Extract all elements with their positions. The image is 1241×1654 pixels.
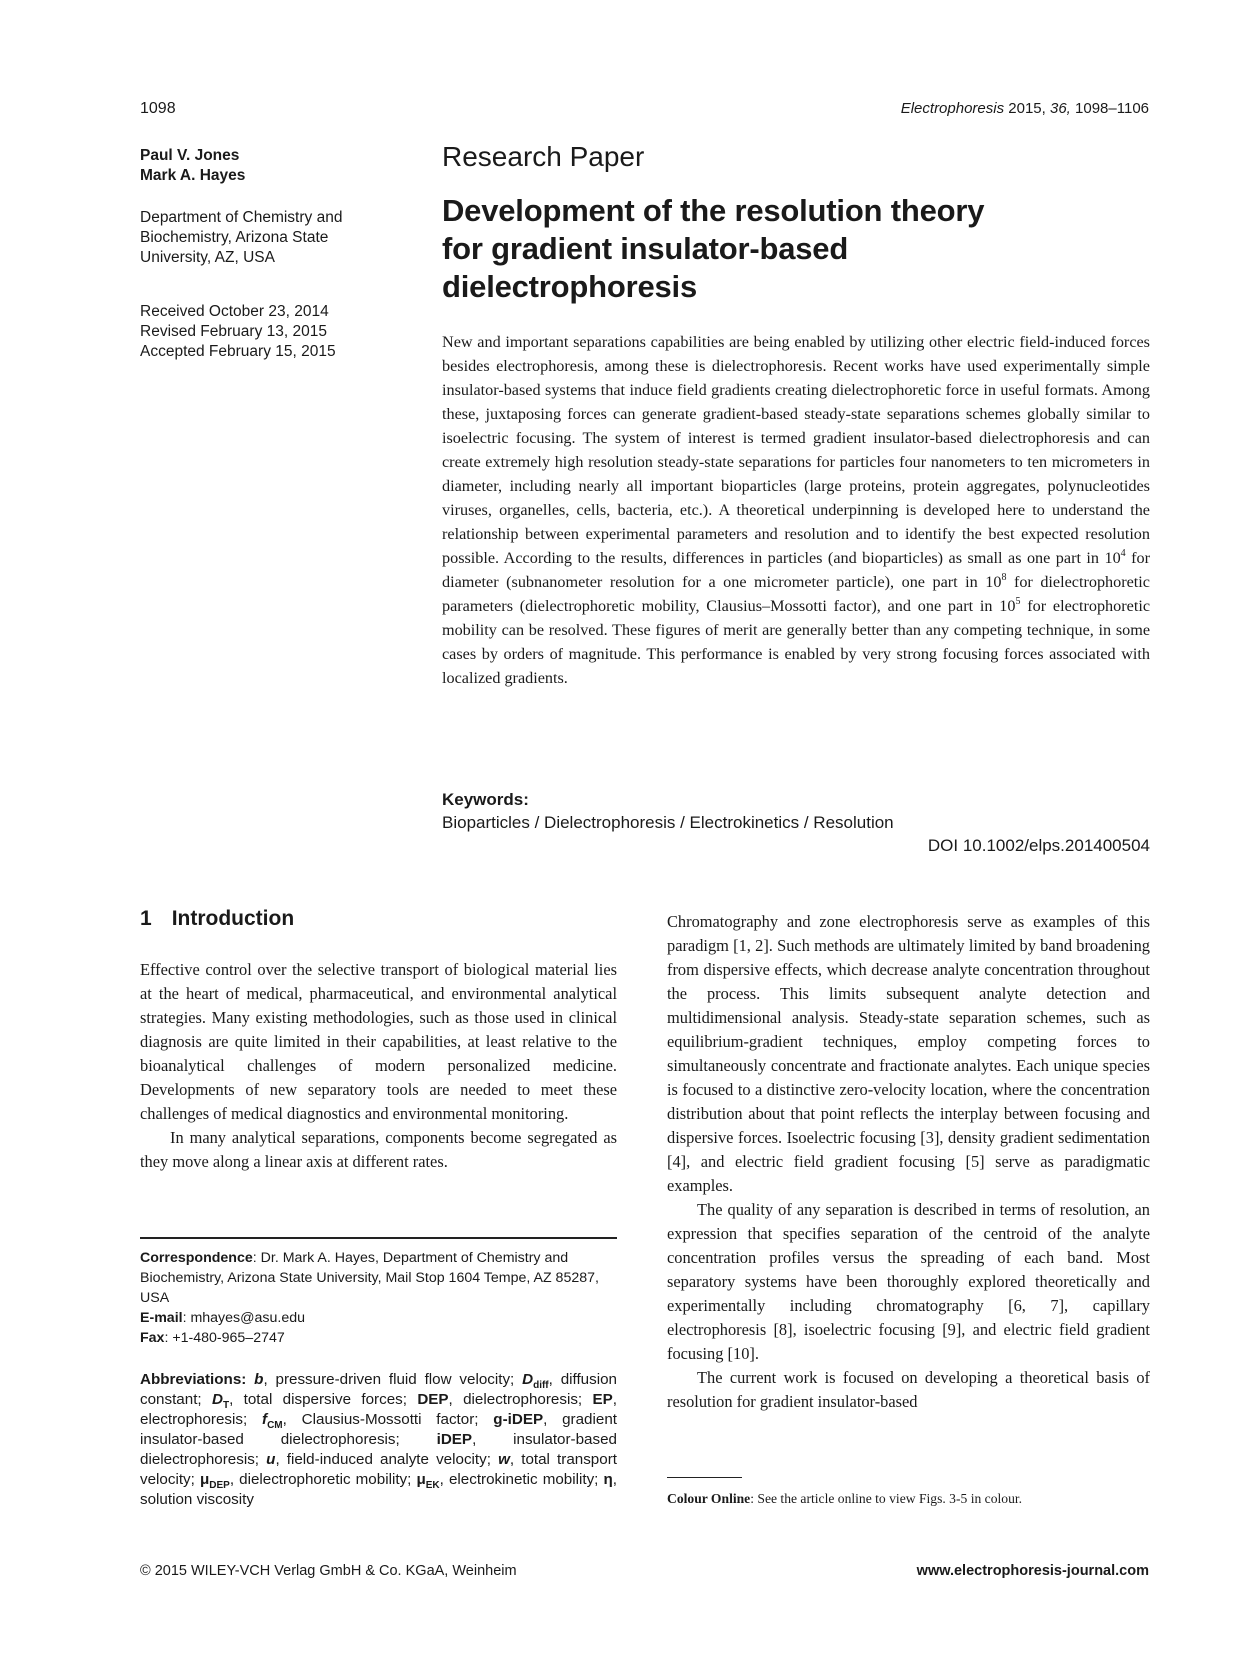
abstract-text: for dielectrophoretic parameters (dielectrophoretic mobility, Clausius–Mossotti factor), and one part in 10 (442, 573, 1150, 615)
abbrev-subscript: DEP (209, 1480, 230, 1492)
abbrev-term: D (211, 1391, 223, 1408)
section-number: 1 (140, 907, 152, 930)
article-metadata (140, 146, 385, 362)
paper-title (442, 192, 1150, 306)
abbrev-definition: , diffusion constant; (140, 1371, 617, 1408)
abbrev-subscript: EK (425, 1480, 440, 1492)
body-paragraph: Chromatography and zone electrophoresis serve as examples of this paradigm [1, 2]. Such methods are ultimately limited by band broadening from dispersive effects, which decrease analyte concentration throughout the process. This limits subsequent analyte detection and multidimensional analysis. Steady-state separation schemes, such as equilibrium-gradient techniques, employ competing forces to simultaneously concentrate and fractionate analytes. Each unique species is focused to a distinctive zero-velocity location, where the concentration distribution about that point reflects the interplay between focusing and dispersive forces. Isoelectric focusing [3], density gradient sedimentation [4], and electric field gradient focusing [5] serve as paradigmatic examples. (667, 912, 1150, 1195)
abbrev-definition: , electrokinetic mobility; (439, 1471, 604, 1488)
revised-date: Revised February 13, 2015 (140, 323, 327, 340)
fax-label: Fax (140, 1330, 165, 1346)
received-date: Received October 23, 2014 (140, 303, 329, 320)
author-name: Paul V. Jones (140, 147, 240, 164)
abstract (442, 330, 1150, 690)
section-heading (140, 906, 617, 932)
body-column-left (140, 906, 617, 1174)
keywords-block (442, 788, 1150, 857)
journal-pages: 1098–1106 (1075, 100, 1149, 117)
abbrev-term: b (254, 1371, 264, 1388)
correspondence-address (140, 1248, 617, 1308)
title-line: for gradient insulator-based (442, 231, 849, 266)
correspondence-label: Correspondence (140, 1250, 253, 1266)
keywords-list: Bioparticles / Dielectrophoresis / Electrokinetics / Resolution (442, 813, 894, 832)
abbreviations-footnote (140, 1370, 617, 1510)
title-line: Development of the resolution theory (442, 193, 985, 228)
title-block (442, 140, 1150, 306)
journal-volume: 36, (1050, 100, 1071, 117)
abbrev-term: f (262, 1411, 268, 1428)
article-type: Research Paper (442, 141, 645, 172)
abbrev-definition: , total dispersive forces; (229, 1391, 418, 1408)
abbrev-definition: , dielectrophoretic mobility; (229, 1471, 417, 1488)
exponent: 5 (1015, 595, 1021, 607)
abbrev-definition: , dielectrophoresis; (448, 1391, 593, 1408)
journal-citation (901, 100, 1149, 117)
affiliation (140, 208, 385, 268)
body-paragraph: The quality of any separation is described in terms of resolution, an expression that specifies separation of the centroid of the analyte concentration profiles versus the spreading of each band. Most separatory systems have been thoroughly explored theoretically and experimentally including chromatography [6, 7], capillary electrophoresis [8], isoelectric focusing [9], and electric field gradient focusing [10]. (667, 1200, 1150, 1363)
body-column-right (667, 910, 1150, 1414)
body-paragraph: Effective control over the selective transport of biological material lies at the heart of medical, pharmaceutical, and environmental analytical strategies. Many existing methodologies, such as those used in clinical diagnosis are quite limited in their capabilities, at least relative to the bioanalytical challenges of modern personalized medicine. Developments of new separatory tools are needed to meet these challenges of medical diagnostics and environmental monitoring. (140, 960, 617, 1123)
colour-online-label: Colour Online (667, 1491, 751, 1506)
doi[interactable]: DOI 10.1002/elps.201400504 (927, 836, 1150, 855)
journal-name: Electrophoresis (900, 100, 1005, 117)
affiliation-line: Biochemistry, Arizona State (140, 229, 329, 246)
abbreviations-label: Abbreviations: (140, 1371, 247, 1388)
abbrev-term: EP (592, 1391, 613, 1408)
abbrev-definition: , gradient insulator-based dielectrophoresis; (140, 1411, 617, 1448)
abbrev-definition: , field-induced analyte velocity; (275, 1451, 499, 1468)
exponent: 4 (1120, 547, 1126, 559)
author-name: Mark A. Hayes (140, 167, 246, 184)
correspondence-footnote (140, 1237, 617, 1348)
abbrev-subscript: diff (533, 1380, 549, 1392)
footnote-rule (667, 1477, 742, 1478)
article-dates (140, 302, 385, 362)
accepted-date: Accepted February 15, 2015 (140, 343, 336, 360)
abbrev-subscript: T (222, 1400, 230, 1412)
exponent: 8 (1001, 571, 1007, 583)
colour-online-note (667, 1477, 1150, 1508)
abbrev-subscript: CM (267, 1420, 283, 1432)
abbrev-term: iDEP (436, 1431, 473, 1448)
journal-url[interactable]: www.electrophoresis-journal.com (916, 1563, 1149, 1579)
abstract-text: for diameter (subnanometer resolution for a one micrometer particle), one part in 10 (442, 549, 1151, 591)
correspondence-text: : Dr. Mark A. Hayes, Department of Chemistry and Biochemistry, Arizona State University, Mail Stop 1604 Tempe, AZ 85287, USA (140, 1250, 599, 1306)
abbrev-definition: , pressure-driven fluid flow velocity; (263, 1371, 523, 1388)
body-paragraph: In many analytical separations, components become segregated as they move along a linear axis at different rates. (140, 1128, 617, 1171)
abbrev-definition: , solution viscosity (140, 1471, 617, 1508)
affiliation-line: University, AZ, USA (140, 249, 275, 266)
fax-number: : +1-480-965–2747 (164, 1330, 285, 1346)
abbrev-term: η (603, 1471, 613, 1488)
keywords-label: Keywords: (442, 790, 529, 809)
abbrev-term: u (266, 1451, 276, 1468)
abbrev-term: g-iDEP (493, 1411, 544, 1428)
abbrev-term: μ (199, 1471, 210, 1488)
body-paragraph: The current work is focused on developing a theoretical basis of resolution for gradient insulator-based (667, 1368, 1150, 1411)
journal-year: 2015, (1008, 100, 1046, 117)
abbrev-definition: , total transport velocity; (140, 1451, 617, 1488)
abbrev-definition: , insulator-based dielectrophoresis; (140, 1431, 617, 1468)
title-line: dielectrophoresis (442, 269, 698, 304)
abbrev-term: μ (416, 1471, 426, 1488)
correspondence-fax (140, 1328, 617, 1348)
section-title: Introduction (171, 907, 295, 930)
copyright: © 2015 WILEY-VCH Verlag GmbH & Co. KGaA, Weinheim (140, 1563, 517, 1579)
email-label: E-mail (140, 1310, 183, 1326)
abbrev-term: D (522, 1371, 534, 1388)
abstract-text: New and important separations capabilities are being enabled by utilizing other electric field-induced forces besides electrophoresis, among these is dielectrophoresis. Recent works have used experimentally simple insulator-based systems that induce field gradients creating dielectrophoretic force in useful formats. Among these, juxtaposing forces can generate gradient-based steady-state separations schemes globally similar to isoelectric focusing. The system of interest is termed gradient insulator-based dielectrophoresis and can create extremely high resolution steady-state separations for particles four nanometers to ten micrometers in diameter, including nearly all important bioparticles (large proteins, protein aggregates, polynucleotides viruses, organelles, cells, bacteria, etc.). A theoretical underpinning is developed here to understand the relationship between experimental parameters and resolution and to identify the best expected resolution possible. According to the results, differences in particles (and bioparticles) as small as one part in 10 (442, 333, 1150, 567)
abstract-text: for electrophoretic mobility can be resolved. These figures of merit are generally better than any competing technique, in some cases by orders of magnitude. This performance is enabled by very strong focusing forces associated with localized gradients. (442, 597, 1151, 687)
correspondence-email (140, 1308, 617, 1328)
page-number: 1098 (140, 100, 176, 117)
abbrev-definition: , electrophoresis; (140, 1391, 617, 1428)
abbrev-term: w (498, 1451, 510, 1468)
email-address[interactable]: : mhayes@asu.edu (182, 1310, 306, 1326)
affiliation-line: Department of Chemistry and (140, 209, 343, 226)
abbrev-term: DEP (417, 1391, 449, 1408)
abbrev-definition: , Clausius-Mossotti factor; (282, 1411, 494, 1428)
colour-online-text: : See the article online to view Figs. 3-5 in colour. (750, 1491, 1023, 1506)
